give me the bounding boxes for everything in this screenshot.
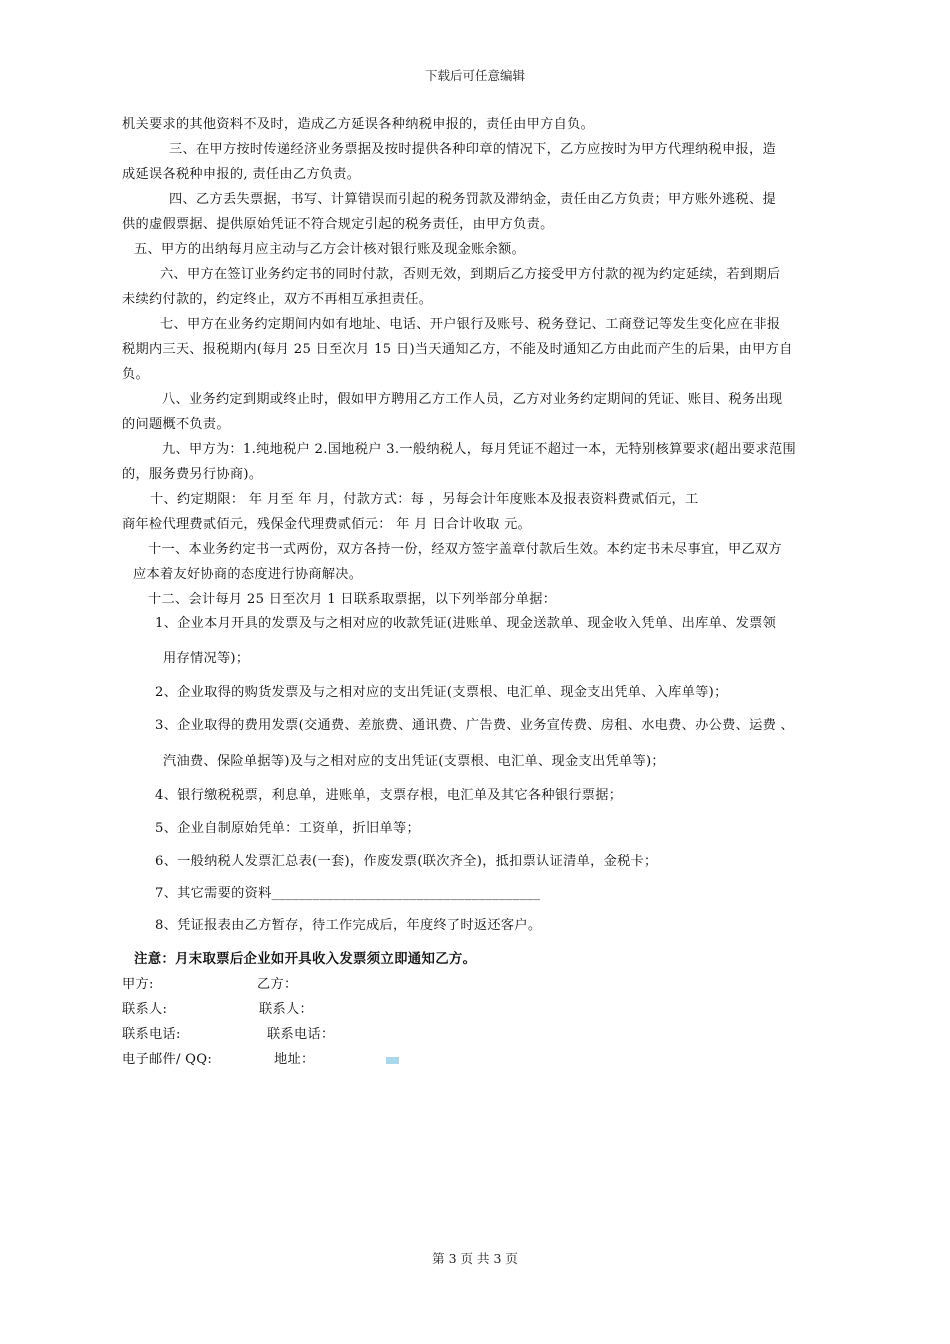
party-a-contact: 联系人: (122, 1002, 168, 1017)
paragraph-line: 八、业务约定到期或终止时，假如甲方聘用乙方工作人员，乙方对业务约定期间的凭证、账目、税务出现 (162, 392, 783, 407)
paragraph-line: 四、乙方丢失票据，书写、计算错误而引起的税务罚款及滞纳金，责任由乙方负责；甲方账外逃税、提 (169, 192, 776, 207)
party-b-label: 乙方： (257, 977, 298, 992)
paragraph-line: 九、甲方为：1.纯地税户 2.国地税户 3.一般纳税人，每月凭证不超过一本，无特别核算要求(超出要求范围 (162, 442, 796, 457)
paragraph-line: 十、约定期限： 年 月至 年 月，付款方式：每 ，另每会计年度账本及报表资料费贰佰元，工 (150, 492, 699, 507)
list-item: 8、凭证报表由乙方暂存，待工作完成后，年度终了时返还客户。 (155, 918, 542, 933)
paragraph-line: 七、甲方在业务约定期间内如有地址、电话、开户银行及账号、税务登记、工商登记等发生变化应在非报 (160, 317, 781, 332)
paragraph-line: 的问题概不负责。 (122, 417, 230, 432)
highlight-mark (386, 1057, 399, 1064)
paragraph-line: 六、甲方在签订业务约定书的同时付款，否则无效，到期后乙方接受甲方付款的视为约定延续，若到期后 (160, 267, 781, 282)
paragraph-line: 成延误各税种申报的, 责任由乙方负责。 (122, 167, 361, 182)
page-footer: 第 3 页 共 3 页 (432, 1251, 518, 1266)
paragraph-line: 负。 (122, 367, 149, 382)
paragraph-line: 五、甲方的出纳每月应主动与乙方会计核对银行账及现金账余额。 (134, 242, 526, 257)
list-item: 用存情况等)； (163, 651, 250, 666)
paragraph-line: 十一、本业务约定书一式两份，双方各持一份，经双方签字盖章付款后生效。本约定书未尽事宜，甲乙双方 (148, 542, 782, 557)
list-item: 6、一般纳税人发票汇总表(一套)，作废发票(联次齐全)，抵扣票认证清单，金税卡； (155, 854, 658, 869)
paragraph-line: 十二、会计每月 25 日至次月 1 日联系取票据，以下列举部分单据： (148, 592, 557, 607)
paragraph-line: 税期内三天、报税期内(每月 25 日至次月 15 日)当天通知乙方，不能及时通知乙方由此而产生的后果，由甲方自 (122, 342, 793, 357)
list-item: 1、企业本月开具的发票及与之相对应的收款凭证(进账单、现金送款单、现金收入凭单、出库单、发票领 (155, 616, 777, 631)
list-item: 汽油费、保险单据等)及与之相对应的支出凭证(支票根、电汇单、现金支出凭单等)； (163, 754, 665, 769)
list-item: 3、企业取得的费用发票(交通费、差旅费、通讯费、广告费、业务宣传费、房租、水电费、办公费、运费 、 (155, 718, 795, 733)
list-item: 5、企业自制原始凭单：工资单，折旧单等； (155, 821, 420, 836)
paragraph-line: 商年检代理费贰佰元，残保金代理费贰佰元： 年 月 日合计收取 元。 (122, 517, 532, 532)
list-item: 7、其它需要的资料_______________________________________ (155, 886, 541, 901)
paragraph-line: 三、在甲方按时传递经济业务票据及按时提供各种印章的情况下，乙方应按时为甲方代理纳税申报，造 (169, 142, 776, 157)
paragraph-line: 未续约付款的，约定终止，双方不再相互承担责任。 (122, 292, 433, 307)
paragraph-line: 应本着友好协商的态度进行协商解决。 (133, 567, 363, 582)
notice-text: 注意：月末取票后企业如开具收入发票须立即通知乙方。 (134, 952, 477, 967)
list-item: 4、银行缴税税票，利息单，进账单，支票存根，电汇单及其它各种银行票据； (155, 788, 623, 803)
paragraph-line: 供的虚假票据、提供原始凭证不符合规定引起的税务责任，由甲方负责。 (122, 217, 554, 232)
party-b-phone: 联系电话： (267, 1027, 335, 1042)
party-b-contact: 联系人： (259, 1002, 313, 1017)
page-header: 下载后可任意编辑 (424, 68, 525, 83)
party-b-address: 地址： (274, 1052, 315, 1067)
paragraph-line: 机关要求的其他资料不及时，造成乙方延误各种纳税申报的，责任由甲方自负。 (122, 117, 595, 132)
party-a-phone: 联系电话: (122, 1027, 181, 1042)
list-item: 2、企业取得的购货发票及与之相对应的支出凭证(支票根、电汇单、现金支出凭单、入库单等)； (155, 685, 728, 700)
party-a-email: 电子邮件/ QQ: (122, 1052, 213, 1067)
paragraph-line: 的，服务费另行协商)。 (122, 467, 263, 482)
party-a-label: 甲方: (122, 977, 154, 992)
